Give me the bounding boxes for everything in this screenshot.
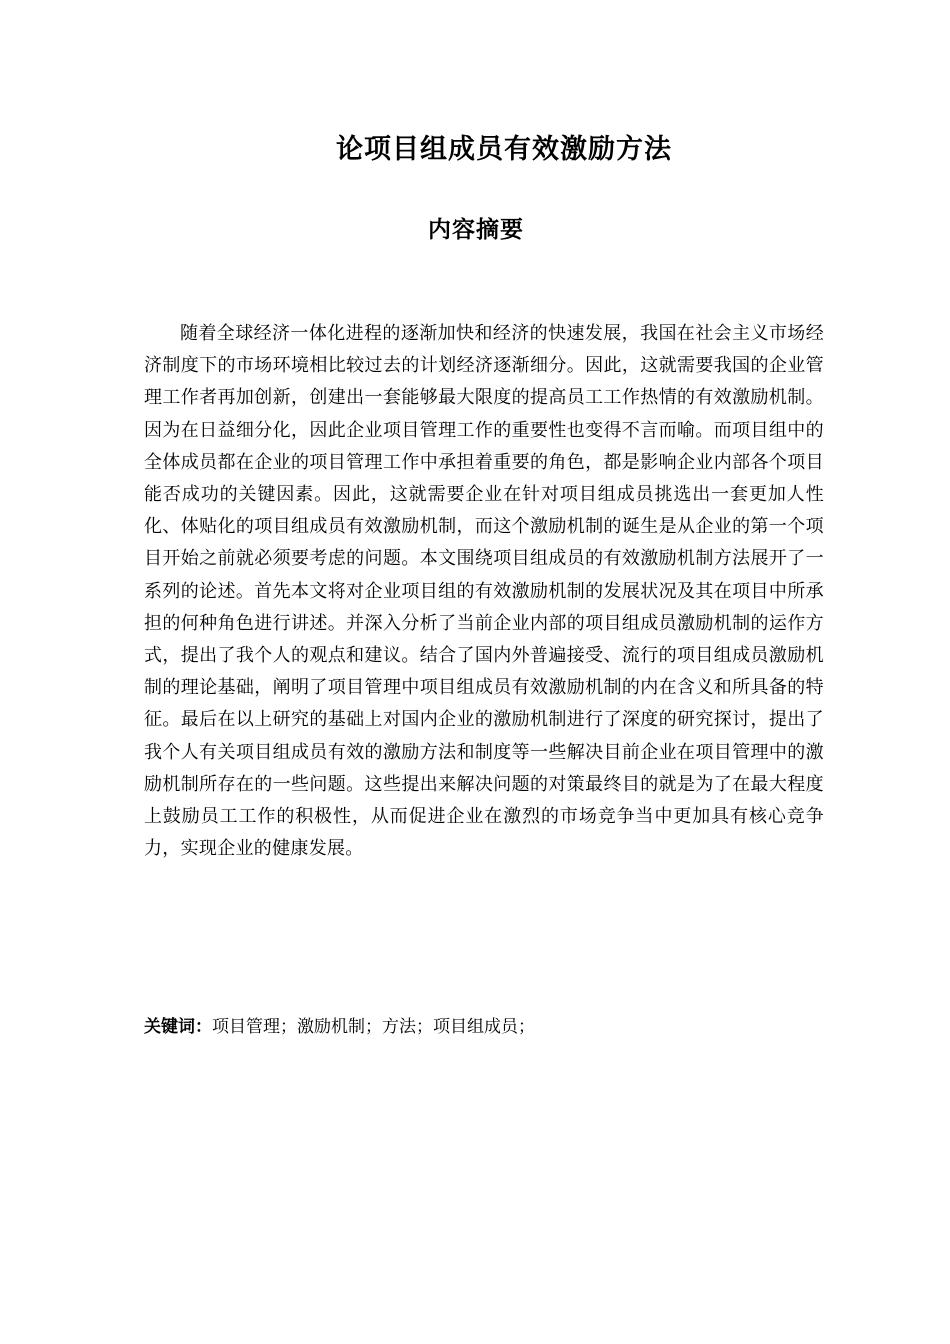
keywords-list: 项目管理；激励机制；方法；项目组成员； — [212, 1017, 535, 1037]
keywords-line — [144, 1012, 824, 1042]
document-title: 论项目组成员有效激励方法 — [336, 134, 672, 165]
abstract-body: 随着全球经济一体化进程的逐渐加快和经济的快速发展，我国在社会主义市场经济制度下的市场环境相比较过去的计划经济逐渐细分。因此，这就需要我国的企业管理工作者再加创新，创建出一套能够最大限度的提高员工工作热情的有效激励机制。因为在日益细分化，因此企业项目管理工作的重要性也变得不言而喻。而项目组中的全体成员都在企业的项目管理工作中承担着重要的角色，都是影响企业内部各个项目能否成功的关键因素。因此，这就需要企业在针对项目组成员挑选出一套更加人性化、体贴化的项目组成员有效激励机制，而这个激励机制的诞生是从企业的第一个项目开始之前就必须要考虑的问题。本文围绕项目组成员的有效激励机制方法展开了一系列的论述。首先本文将对企业项目组的有效激励机制的发展状况及其在项目中所承担的何种角色进行讲述。并深入分析了当前企业内部的项目组成员激励机制的运作方式，提出了我个人的观点和建议。结合了国内外普遍接受、流行的项目组成员激励机制的理论基础，阐明了项目管理中项目组成员有效激励机制的内在含义和所具备的特征。最后在以上研究的基础上对国内企业的激励机制进行了深度的研究探讨，提出了我个人有关项目组成员有效的激励方法和制度等一些解决目前企业在项目管理中的激励机制所存在的一些问题。这些提出来解决问题的对策最终目的就是为了在最大程度上鼓励员工工作的积极性，从而促进企业在激烈的市场竞争当中更加具有核心竞争力，实现企业的健康发展。 — [144, 323, 824, 860]
abstract-heading: 内容摘要 — [428, 216, 524, 243]
keywords-label: 关键词： — [144, 1017, 212, 1037]
